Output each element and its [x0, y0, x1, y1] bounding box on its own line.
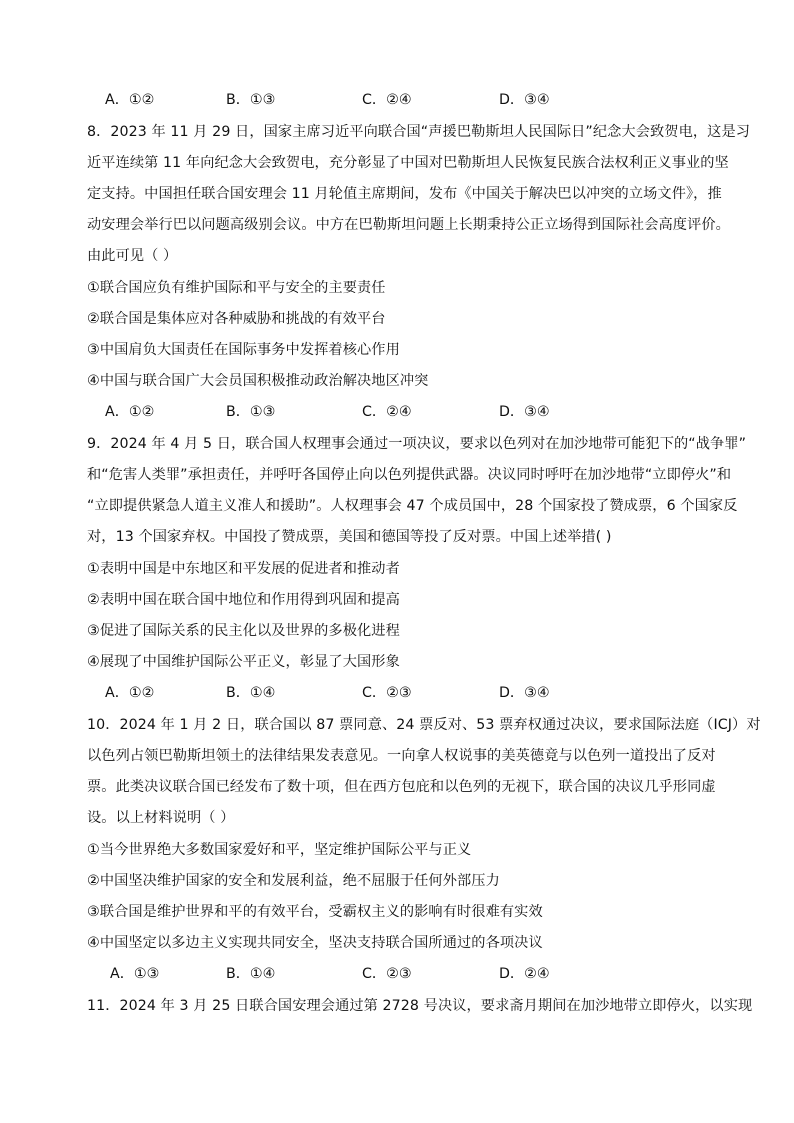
q8-stem-line: 定支持。中国担任联合国安理会 11 月轮值主席期间，发布《中国关于解决巴以冲突的立场文件》，推 [87, 186, 722, 202]
q8-statement: ②联合国是集体应对各种威胁和挑战的有效平台 [87, 311, 386, 327]
q9-statement: ①表明中国是中东地区和平发展的促进者和推动者 [87, 561, 400, 577]
q10-option-a[interactable]: A．①③ [110, 966, 160, 982]
q7-options [105, 90, 705, 110]
q9-statement: ③促进了国际关系的民主化以及世界的多极化进程 [87, 623, 400, 639]
q10-option-d[interactable]: D．②④ [499, 966, 550, 982]
q10-stem-line: 以色列占领巴勒斯坦领土的法律结果发表意见。一向拿人权说事的美英德竟与以色列一道投出了反对 [87, 748, 716, 764]
q8-statement: ④中国与联合国广大会员国积极推动政治解决地区冲突 [87, 373, 429, 389]
q8-stem-line: 近平连续第 11 年向纪念大会致贺电，充分彰显了中国对巴勒斯坦人民恢复民族合法权利正义事业的坚 [87, 155, 729, 171]
q8-option-b[interactable]: B．①③ [226, 404, 276, 420]
q10-stem-line: 设。以上材料说明（ ） [87, 810, 235, 826]
q9-option-c[interactable]: C．②③ [362, 685, 412, 701]
q8-option-c[interactable]: C．②④ [362, 404, 412, 420]
q9-stem-line: 对，13 个国家弃权。中国投了赞成票，美国和德国等投了反对票。中国上述举措( ) [87, 529, 612, 545]
q9-options [105, 683, 705, 703]
q7-option-b[interactable]: B．①③ [226, 92, 276, 108]
q11-stem-line: 11．2024 年 3 月 25 日联合国安理会通过第 2728 号决议，要求斋月期间在加沙地带立即停火，以实现 [87, 998, 753, 1014]
q9-stem-line: “立即提供紧急人道主义准人和援助”。人权理事会 47 个成员国中，28 个国家投了赞成票，6 个国家反 [87, 498, 738, 514]
q9-option-a[interactable]: A．①② [105, 685, 155, 701]
q9-stem-line: 和“危害人类罪”承担责任，并呼吁各国停止向以色列提供武器。决议同时呼吁在加沙地带“立即停火”和 [87, 467, 732, 483]
q8-options [105, 402, 705, 422]
q9-option-b[interactable]: B．①④ [226, 685, 276, 701]
q8-option-d[interactable]: D．③④ [499, 404, 550, 420]
q10-options [105, 964, 705, 984]
q10-stem-line: 票。此类决议联合国已经发布了数十项，但在西方包庇和以色列的无视下，联合国的决议几乎形同虚 [87, 779, 716, 795]
q8-option-a[interactable]: A．①② [105, 404, 155, 420]
q10-statement: ④中国坚定以多边主义实现共同安全，坚决支持联合国所通过的各项决议 [87, 935, 543, 951]
q7-option-c[interactable]: C．②④ [362, 92, 412, 108]
q8-stem-line: 8．2023 年 11 月 29 日，国家主席习近平向联合国“声援巴勒斯坦人民国际日”纪念大会致贺电，这是习 [87, 124, 751, 140]
q9-stem-line: 9．2024 年 4 月 5 日，联合国人权理事会通过一项决议，要求以色列对在加沙地带可能犯下的“战争罪” [87, 436, 747, 452]
q10-statement: ①当今世界绝大多数国家爱好和平，坚定维护国际公平与正义 [87, 842, 472, 858]
q9-option-d[interactable]: D．③④ [499, 685, 550, 701]
q9-statement: ④展现了中国维护国际公平正义，彰显了大国形象 [87, 654, 400, 670]
q10-statement: ③联合国是维护世界和平的有效平台，受霸权主义的影响有时很难有实效 [87, 904, 543, 920]
q10-option-b[interactable]: B．①④ [226, 966, 276, 982]
q7-option-d[interactable]: D．③④ [499, 92, 550, 108]
q10-statement: ②中国坚决维护国家的安全和发展利益，绝不屈服于任何外部压力 [87, 873, 500, 889]
q8-stem-line: 由此可见（ ） [87, 248, 178, 264]
q10-stem-line: 10．2024 年 1 月 2 日，联合国以 87 票同意、24 票反对、53 票弃权通过决议，要求国际法庭（ICJ）对 [87, 717, 761, 733]
q8-stem-line: 动安理会举行巴以问题高级别会议。中方在巴勒斯坦问题上长期秉持公正立场得到国际社会高度评价。 [87, 217, 730, 233]
q10-option-c[interactable]: C．②③ [362, 966, 412, 982]
q8-statement: ③中国肩负大国责任在国际事务中发挥着核心作用 [87, 342, 400, 358]
q7-option-a[interactable]: A．①② [105, 92, 155, 108]
q8-statement: ①联合国应负有维护国际和平与安全的主要责任 [87, 280, 386, 296]
q9-statement: ②表明中国在联合国中地位和作用得到巩固和提高 [87, 592, 400, 608]
